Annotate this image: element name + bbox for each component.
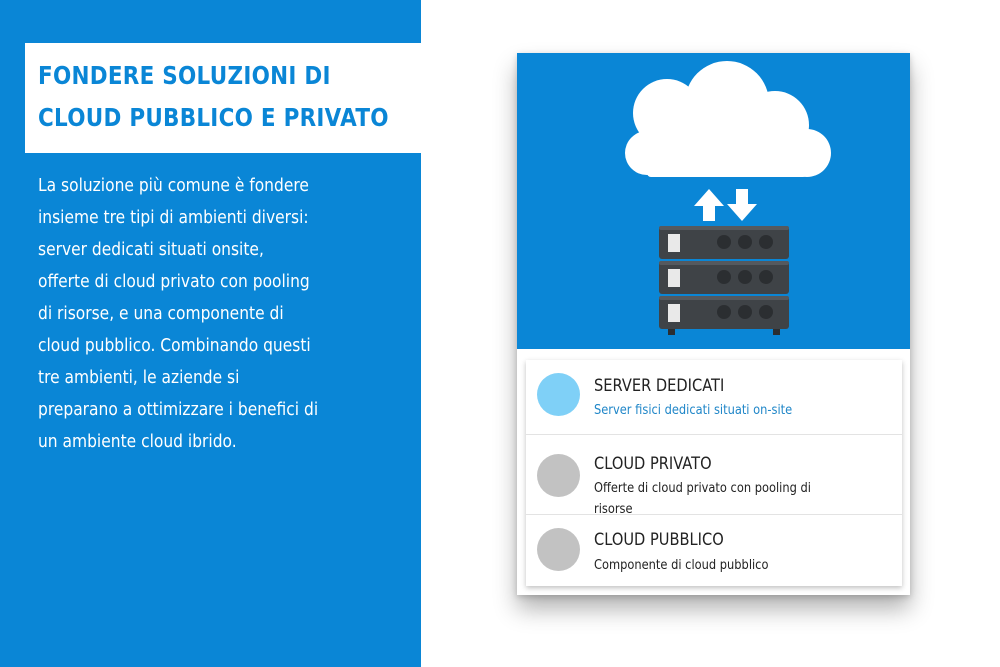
- body-line: preparano a ottimizzare i benefici di: [38, 399, 319, 420]
- body-line: un ambiente cloud ibrido.: [38, 431, 237, 452]
- item-description: [594, 555, 894, 576]
- item-title: CLOUD PUBBLICO: [594, 530, 724, 550]
- cloud-icon: [625, 61, 831, 177]
- body-line: tre ambienti, le aziende si: [38, 367, 240, 388]
- status-dot-inactive: [537, 528, 580, 571]
- body-line: insieme tre tipi di ambienti diversi:: [38, 207, 309, 228]
- title-box: [25, 43, 421, 153]
- list-item-cloud-privato[interactable]: [526, 435, 902, 515]
- status-dot-active: [537, 373, 580, 416]
- page-title-line-2: CLOUD PUBBLICO E PRIVATO: [38, 103, 389, 132]
- server-rack-icon: [659, 226, 789, 335]
- item-description: [594, 478, 894, 520]
- environment-list: [526, 360, 902, 586]
- item-title: CLOUD PRIVATO: [594, 454, 712, 474]
- page-title-line-1: FONDERE SOLUZIONI DI: [38, 61, 331, 90]
- download-arrow-icon: [727, 189, 757, 221]
- status-dot-inactive: [537, 454, 580, 497]
- item-description: [594, 400, 894, 421]
- list-item-cloud-pubblico[interactable]: [526, 515, 902, 586]
- body-line: La soluzione più comune è fondere: [38, 175, 309, 196]
- body-paragraph: [38, 170, 410, 458]
- list-item-server-dedicati[interactable]: [526, 360, 902, 435]
- left-panel: [0, 0, 421, 667]
- item-title: SERVER DEDICATI: [594, 376, 725, 396]
- body-line: di risorse, e una componente di: [38, 303, 284, 324]
- item-description-line: Componente di cloud pubblico: [594, 558, 769, 573]
- item-description-line: Server fisici dedicati situati on-site: [594, 403, 793, 418]
- item-description-line: Offerte di cloud privato con pooling di: [594, 481, 811, 496]
- body-line: server dedicati situati onsite,: [38, 239, 264, 260]
- body-line: cloud pubblico. Combinando questi: [38, 335, 311, 356]
- body-line: offerte di cloud privato con pooling: [38, 271, 310, 292]
- upload-arrow-icon: [694, 189, 724, 221]
- item-description-line: risorse: [594, 502, 633, 517]
- illustration-svg: [517, 53, 910, 349]
- hybrid-cloud-illustration: [517, 53, 910, 349]
- info-card: [517, 53, 910, 595]
